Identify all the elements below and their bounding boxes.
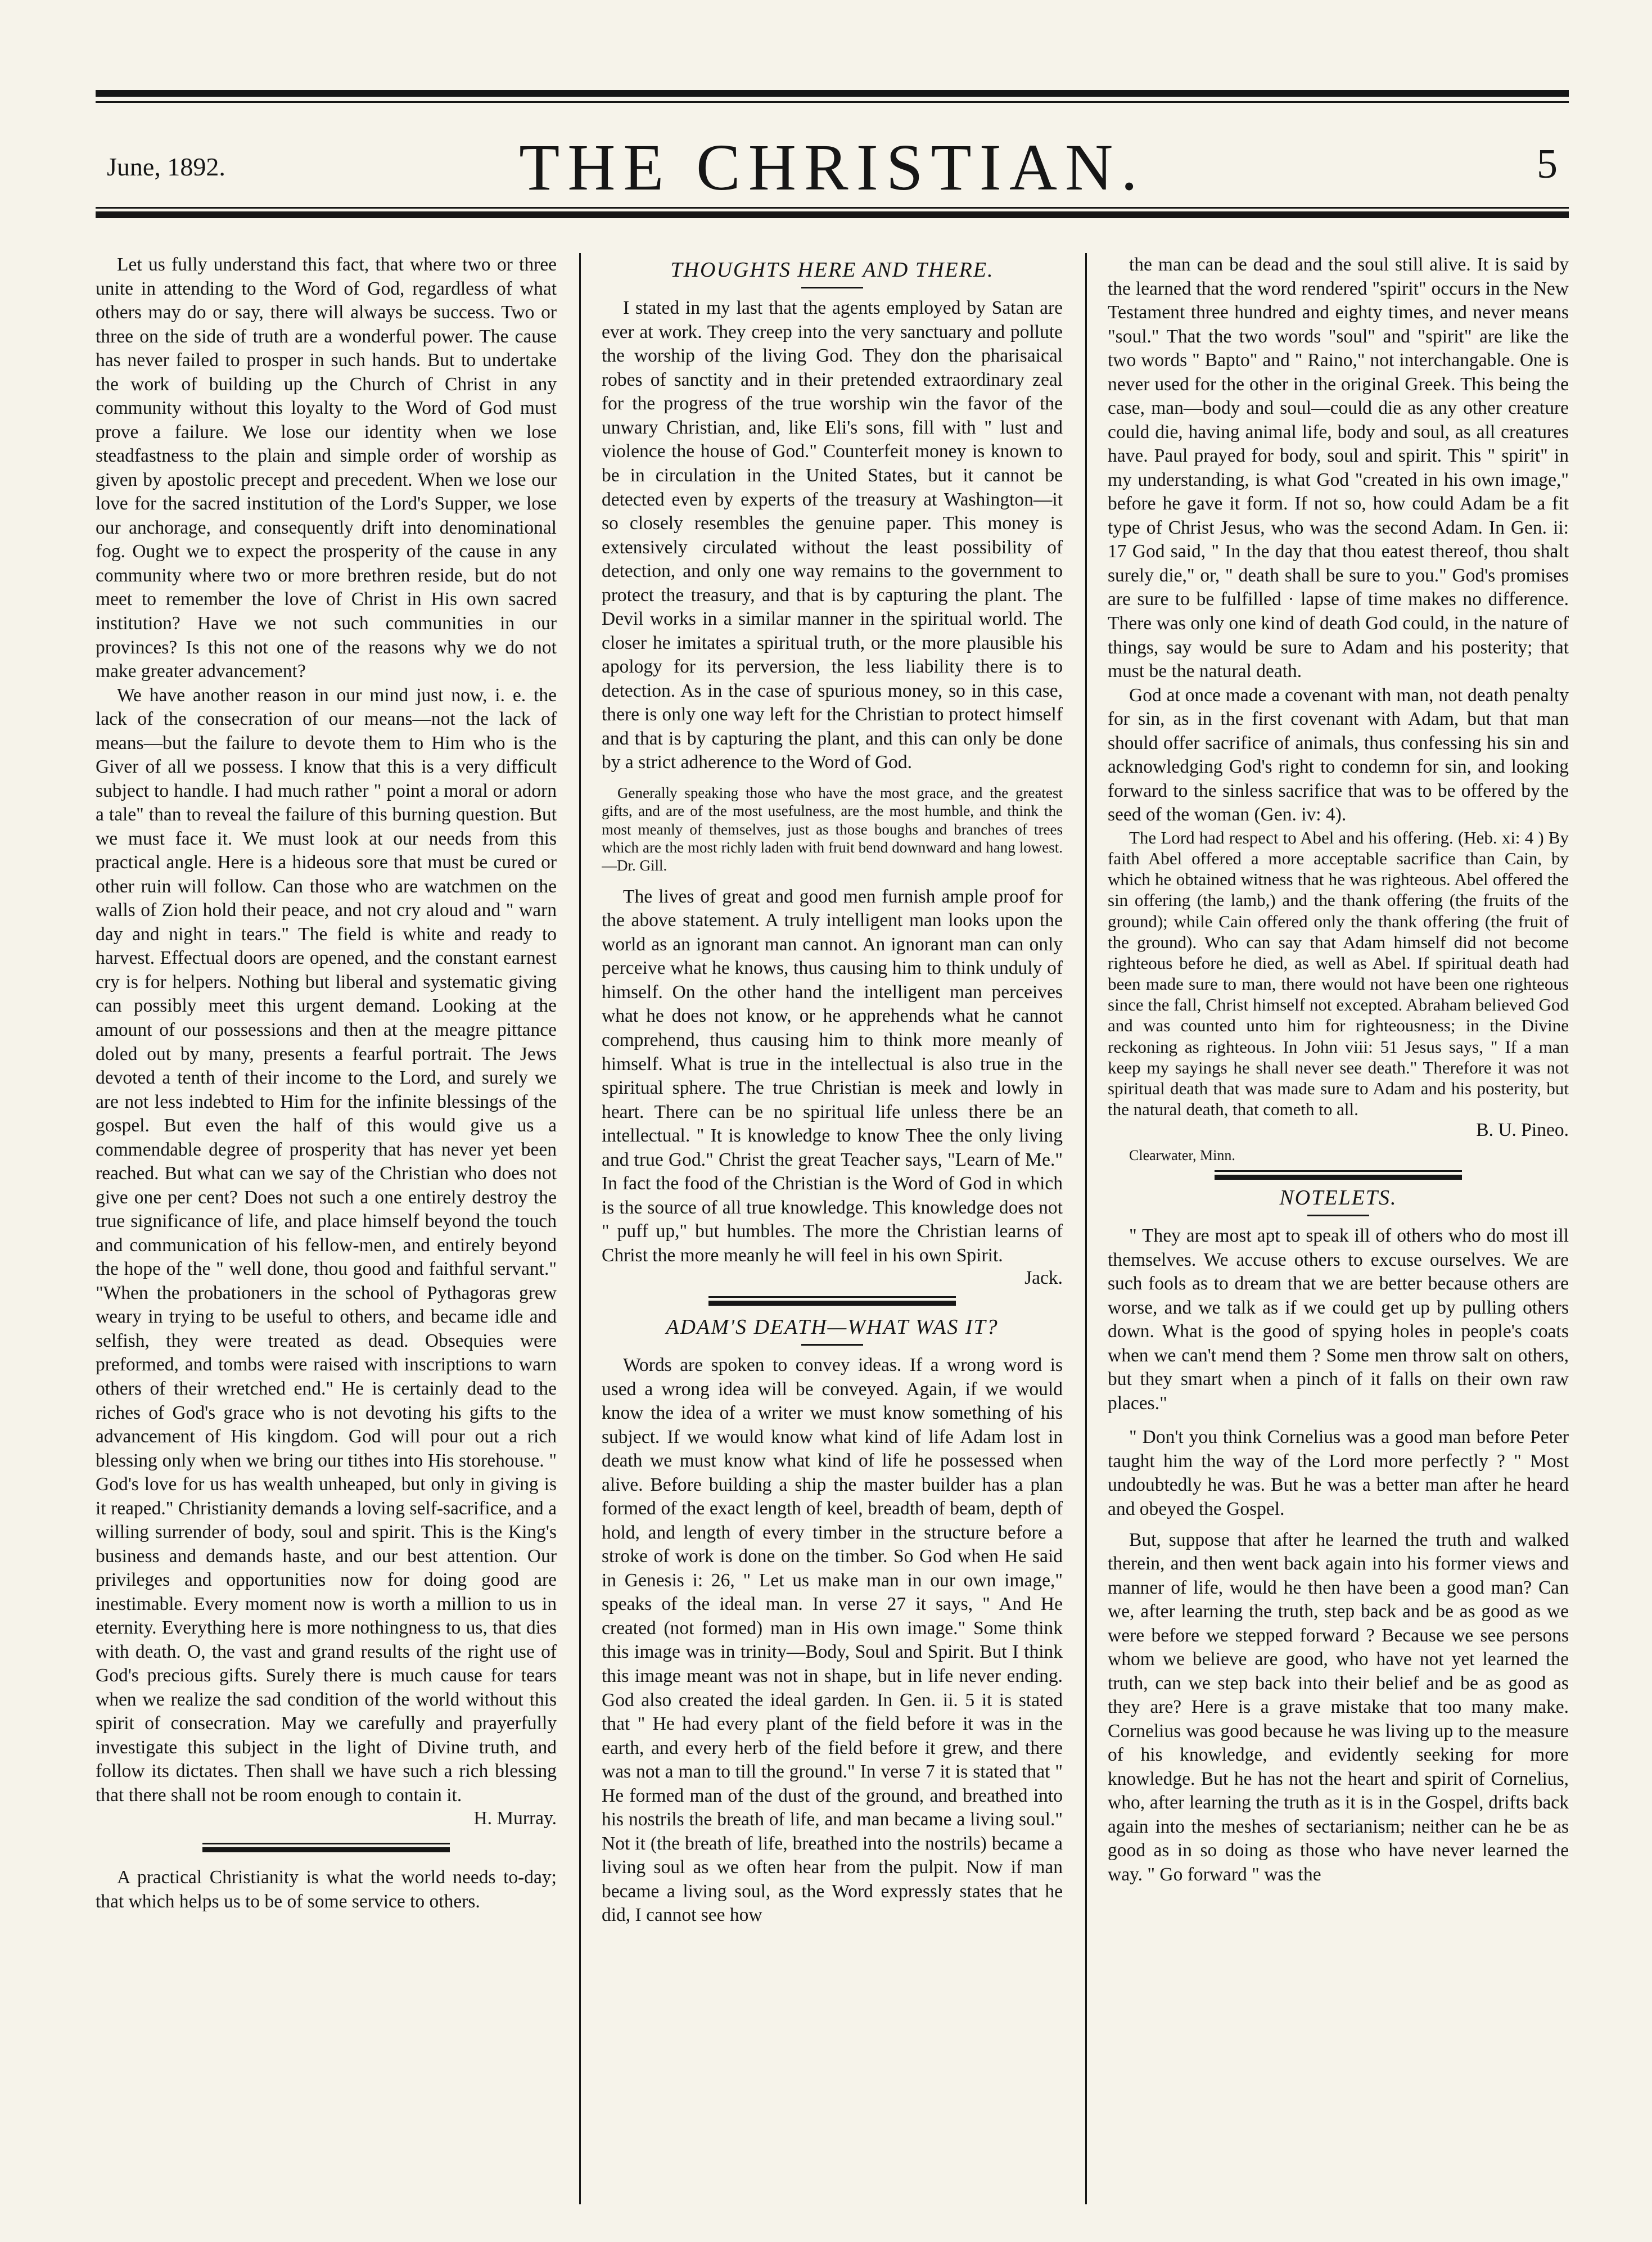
column-divider <box>579 253 581 2204</box>
quote-block <box>602 784 1063 875</box>
separator-rule <box>96 1843 557 1852</box>
paragraph: Words are spoken to convey ideas. If a wrong word is used a wrong idea will be conveyed. Again, if we would know the idea of a writer we must know something of his subject. If we would know what kind of life Adam lost in death we must know what kind of life he possessed when alive. Before building a ship the master builder has a plan formed of the exact length of keel, breadth of beam, depth of hold, and length of every timber in the structure before a stroke of work is done on the timber. So God when He said in Genesis i: 26, " Let us make man in our own image," speaks of the ideal man. In verse 27 it says, " And He created (not formed) man in His own image." Some think this image was in trinity—Body, Soul and Spirit. But I think this image meant was not in shape, but in life never ending. God also created the ideal garden. In Gen. ii. 5 it is stated that " He had every plant of the field before it was in the earth, and every herb of the field before it grew, and there was not a man to till the ground." In verse 7 it is stated that " He formed man of the dust of the ground, and breathed into his nostrils the breath of life, and man became a living soul." Not it (the breath of life, breathed into the nostrils) became a living soul as we often hear from the pulpit. Now if man became a living soul, as the Word expressly states that he did, I cannot see how <box>602 1355 1063 1926</box>
quote-text: Generally speaking those who have the most grace, and the greatest gifts, and are of the most usefulness, are the most humble, and think the most meanly of themselves, just as those boughs and branches of trees which are the most richly laden with fruit bend downward and hang lowest.—Dr. Gill. <box>602 784 1063 874</box>
column-divider <box>1085 253 1087 2204</box>
top-rule-thin <box>96 101 1569 103</box>
paragraph: We have another reason in our mind just now, i. e. the lack of the consecration of our means—not the lack of means—but the failure to devote them to Him who is the Giver of all we possess. I know that this is a very difficult subject to handle. I had much rather " point a moral or adorn a tale" than to reveal the failure of this burning question. But we must face it. We must look at our needs from this practical angle. Here is a hideous sore that must be cured or other ruin will follow. Can those who are watchmen on the walls of Zion hold their peace, and not cry aloud and " warn day and night in tears." The field is white and ready to harvest. Effectual doors are opened, and the constant earnest cry is for helpers. Nothing but liberal and systematic giving can possibly meet this urgent demand. Looking at the amount of our possessions and then at the meagre pittance doled out by many, presents a fearful portrait. The Jews devoted a tenth of their income to the Lord, and surely we are not less indebted to Him for the infinite blessings of the gospel. But even the half of this would give us a commendable degree of prosperity that has never yet been reached. But what can we say of the Christian who does not give one per cent? Does not such a one entirely destroy the true significance of life, and place himself beyond the touch and communication of his fellow-men, and entirely beyond the hope of the " well done, thou good and faithful servant." "When the probationers in the school of Pythagoras grew weary in trying to be useful to others, and became idle and selfish, they were treated as dead. Obsequies were preformed, and tombs were raised with inscriptions to warn others of their wretched end." He is certainly dead to the riches of God's grace who is not devoting his gifts to the advancement of His kingdom. God will pour out a rich blessing only when we bring our tithes into His storehouse. " God's love for us has wealth unheaped, but only in giving is it reaped." Christianity demands a loving self-sacrifice, and a willing surrender of body, soul and spirit. This is the King's business and demands haste, and our best attention. Our privileges and opportunities now for doing good are inestimable. Every moment now is worth a million to us in eternity. Everything here is more nothingness to us, that dies with death. O, the vast and grand results of the right use of God's precious gifts. Surely there is much cause for tears when we realize the sad condition of the world without this spirit of consecration. May we carefully and prayerfully investigate this subject in the light of Divine truth, and follow its dictates. Then shall we have such a rich blessing that there shall not be room enough to contain it. <box>96 684 557 1806</box>
separator-rule <box>602 1296 1063 1306</box>
paragraph: The Lord had respect to Abel and his offering. (Heb. xi: 4 ) By faith Abel offered a more acceptable sacrifice than Cain, by which he obtained witness that he was righteous. Abel offered the sin offering (the lamb,) and the thank offering (the fruits of the ground); while Cain offered only the thank offering (the fruit of the ground). Who can say that Adam himself did not become righteous before he died, as well as Abel. If spiritual death had been made sure to man, there would not have been one righteous since the fall, Christ himself not excepted. Abraham believed God and was counted unto him for righteousness; in the Divine reckoning as righteous. In John viii: 51 Jesus says, " If a man keep my sayings he shall never see death." Therefore it was not spiritual death that was made sure to Adam and his posterity, but the natural death, that cometh to all. <box>1108 827 1569 1120</box>
header-rule-thin <box>96 207 1569 209</box>
paragraph: God at once made a covenant with man, not death penalty for sin, as in the first covenant with Adam, but that man should offer sacrifice of animals, thus confessing his sin and acknowledging God's right to condemn for sin, and looking forward to the sinless sacrifice that was to be offered by the seed of the woman (Gen. iv: 4). <box>1108 684 1569 825</box>
newspaper-title: THE CHRISTIAN. <box>519 130 1145 204</box>
article-title: NOTELETS. <box>1279 1185 1397 1210</box>
separator-rule <box>1108 1170 1569 1180</box>
article-title: THOUGHTS HERE AND THERE. <box>670 258 994 282</box>
author-signature: Jack. <box>1024 1267 1063 1289</box>
paragraph: the man can be dead and the soul still alive. It is said by the learned that the word rendered "spirit" occurs in the New Testament three hundred and eighty times, and never means "soul." That the two words "soul" and "spirit" are like the two words " Bapto" and " Raino," not interchangable. One is never used for the other in the original Greek. This being the case, man—body and soul—could die as any other creature could die, having animal life, body and soul, as all creatures have. Paul prayed for body, soul and spirit. This " spirit" in my understanding, is what God "created in his own image," before he gave it form. If not so, how could Adam be a fit type of Christ Jesus, who was the second Adam. In Gen. ii: 17 God said, " In the day that thou eatest thereof, thou shalt surely die," or, " death shall be sure to you." God's promises are sure to be fulfilled · lapse of time makes no difference. There was only one kind of death God could, in the nature of things, say would be sure to Adam and his posterity; that must be the natural death. <box>1108 254 1569 682</box>
title-rule <box>801 1344 863 1346</box>
paragraph: The lives of great and good men furnish ample proof for the above statement. A truly intelligent man looks upon the world as an ignorant man cannot. An ignorant man can only perceive what he knows, thus causing him to think unduly of himself. On the other hand the intelligent man perceives what he does not know, or he apprehends what he cannot comprehend, thus causing him to think more meanly of himself. What is true in the intellectual is also true in the spiritual sphere. The true Christian is meek and lowly in heart. There can be no spiritual life unless there be an intellectual. " It is knowledge to know Thee the only living and true God." Christ the great Teacher says, "Learn of Me." In fact the food of the Christian is the Word of God in which is the source of all true knowledge. This knowledge does not " puff up," but humbles. The more the Christian learns of Christ the more meanly he will feel in his own Spirit. <box>602 886 1063 1266</box>
author-location: Clearwater, Minn. <box>1129 1147 1235 1163</box>
issue-date: June, 1892. <box>107 152 225 181</box>
author-signature: B. U. Pineo. <box>1476 1120 1569 1141</box>
paragraph: " Don't you think Cornelius was a good man before Peter taught him the way of the Lord more perfectly ? " Most undoubtedly he was. But he was a better man after he heard and obeyed the Gospel. <box>1108 1427 1569 1520</box>
top-rule <box>96 90 1569 97</box>
column-2 <box>602 253 1063 2210</box>
paragraph: I stated in my last that the agents employed by Satan are ever at work. They creep into the very sanctuary and pollute the worship of the living God. They don the pharisaical robes of sanctity and in their pretended extraordinary zeal for the progress of the true worship win the favor of the unwary Christian, and, like Eli's sons, fill with " lust and violence the house of God." Counterfeit money is known to be in circulation in the United States, but it cannot be detected even by experts of the treasury at Washington—it so closely resembles the genuine paper. This money is extensively circulated without the least possibility of detection, and only one way remains to the government to protect the treasury, and that is by capturing the plant. The Devil works in a similar manner in the spiritual world. The closer he imitates a spiritual truth, or the more plausible his apology for its perversion, the less liability there is to detection. As in the case of spurious money, so in this case, there is only one way left for the Christian to protect himself and that is by capturing the plant, and this can only be done by a strict adherence to the Word of God. <box>602 297 1063 773</box>
paragraph: A practical Christianity is what the world needs to-day; that which helps us to be of some service to others. <box>96 1867 557 1912</box>
masthead <box>96 118 1569 204</box>
newspaper-page <box>96 90 1569 2216</box>
title-rule <box>1307 1215 1369 1216</box>
title-rule <box>801 287 863 288</box>
paragraph: Let us fully understand this fact, that where two or three unite in attending to the Word of God, regardless of what others may do or say, there will always be success. Two or three on the side of truth are a wonderful power. The cause has never failed to prosper in such hands. But to undertake the work of building up the Church of Christ in any community without this loyalty to the Word of God must prove a failure. We lose our identity when we lose steadfastness to the plain and simple order of worship as given by apostolic precept and precedent. When we lose our love for the sacred institution of the Lord's Supper, we lose our anchorage, and consequently drift into denominational fog. Ought we to expect the prosperity of the cause in any community where two or more brethren reside, but do not meet to remember the love of Christ in His own sacred institution? Have we not such communities in our provinces? Is this not one of the reasons why we do not make greater advancement? <box>96 254 557 682</box>
author-signature: H. Murray. <box>473 1807 557 1829</box>
article-title: ADAM'S DEATH—WHAT WAS IT? <box>666 1315 999 1339</box>
paragraph: But, suppose that after he learned the truth and walked therein, and then went back again into his former views and manner of life, would he then have been a good man? Can we, after learning the truth, step back and be as good as we were before we stepped forward ? Because we see persons whom we believe are good, who have not yet learned the truth, can we step back into their belief and be as good as they are? Here is a grave mistake that too many make. Cornelius was good because he was living up to the measure of his knowledge, and evidently seeking for more knowledge. But he has not the heart and spirit of Cornelius, who, after learning the truth as it is in the Gospel, drifts back again into the meshes of sectarianism; neither can he be as good as in so doing as those who have never learned the way. " Go forward " was the <box>1108 1529 1569 1885</box>
paragraph: " They are most apt to speak ill of others who do most ill themselves. We accuse others to excuse ourselves. We are such fools as to dream that we are better because others are worse, and we talk as if we could get up by pulling others down. What is the good of spying holes in people's coats when we can't mend them ? Some men throw salt on others, but they smart when a pinch of it falls on their own raw places." <box>1108 1225 1569 1414</box>
column-1 <box>96 253 557 2210</box>
column-3 <box>1108 253 1569 2210</box>
header-rule <box>96 211 1569 218</box>
page-number: 5 <box>1537 141 1558 187</box>
